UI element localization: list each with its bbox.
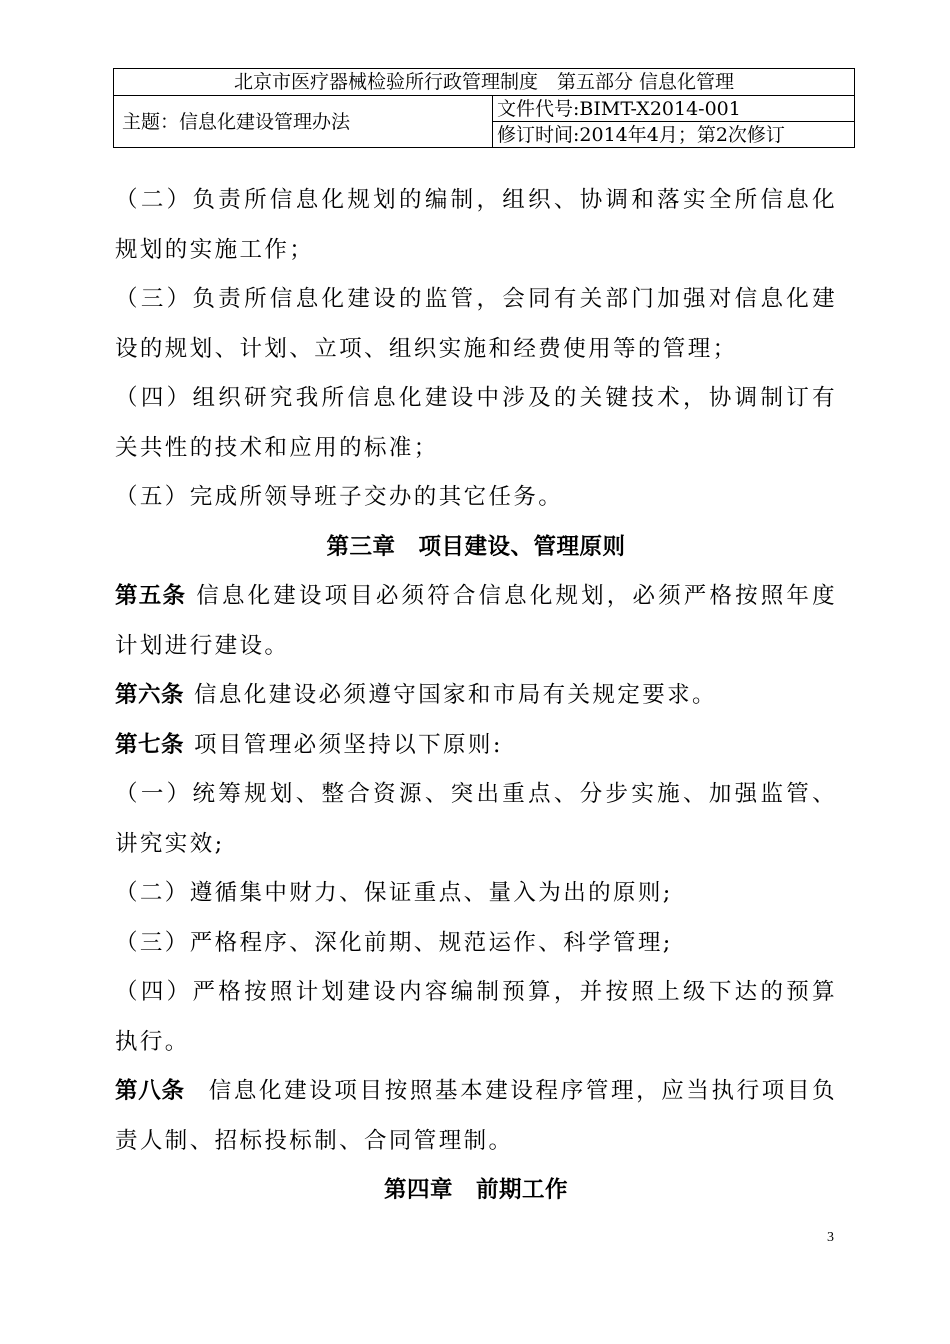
article-text: 信息化建设项目按照基本建设程序管理，应当执行项目负责人制、招标投标制、合同管理制。 bbox=[115, 1078, 837, 1154]
header-doc-code: 文件代号:BIMT-X2014-001 bbox=[493, 96, 855, 122]
article-text: 信息化建设必须遵守国家和市局有关规定要求。 bbox=[194, 682, 717, 708]
article-number: 第五条 bbox=[115, 583, 187, 609]
chapter-heading: 第四章 前期工作 bbox=[383, 1177, 568, 1203]
clause-paragraph: （二）负责所信息化规划的编制，组织、协调和落实全所信息化规划的实施工作； bbox=[115, 187, 837, 263]
document-header-table bbox=[113, 68, 855, 148]
header-title: 北京市医疗器械检验所行政管理制度 第五部分 信息化管理 bbox=[114, 69, 855, 96]
clause-paragraph: （一）统筹规划、整合资源、突出重点、分步实施、加强监管、讲究实效; bbox=[115, 781, 837, 857]
article-number: 第八条 bbox=[115, 1078, 185, 1104]
article-text: 信息化建设项目必须符合信息化规划，必须严格按照年度计划进行建设。 bbox=[115, 583, 837, 659]
clause-paragraph: （三）负责所信息化建设的监管，会同有关部门加强对信息化建设的规划、计划、立项、组织实施和经费使用等的管理； bbox=[115, 286, 837, 362]
article-paragraph bbox=[115, 572, 837, 671]
clause-paragraph: （四）组织研究我所信息化建设中涉及的关键技术，协调制订有关共性的技术和应用的标准； bbox=[115, 385, 837, 461]
clause-paragraph: （三）严格程序、深化前期、规范运作、科学管理; bbox=[115, 929, 673, 956]
clause-paragraph: （五）完成所领导班子交办的其它任务。 bbox=[115, 484, 564, 510]
header-subject: 主题：信息化建设管理办法 bbox=[114, 96, 493, 148]
page-number: 3 bbox=[827, 1230, 834, 1245]
clause-paragraph: （四）严格按照计划建设内容编制预算，并按照上级下达的预算执行。 bbox=[115, 979, 837, 1055]
document-body bbox=[115, 176, 837, 1216]
clause-paragraph: （二）遵循集中财力、保证重点、量入为出的原则; bbox=[115, 880, 673, 906]
article-text: 项目管理必须坚持以下原则: bbox=[194, 731, 503, 758]
header-revision: 修订时间:2014年4月；第2次修订 bbox=[493, 122, 855, 148]
chapter-heading: 第三章 项目建设、管理原则 bbox=[326, 533, 626, 560]
article-paragraph bbox=[115, 671, 837, 721]
article-paragraph bbox=[115, 721, 837, 771]
article-number: 第七条 bbox=[115, 731, 185, 758]
article-number: 第六条 bbox=[115, 682, 185, 708]
article-paragraph bbox=[115, 1067, 837, 1166]
